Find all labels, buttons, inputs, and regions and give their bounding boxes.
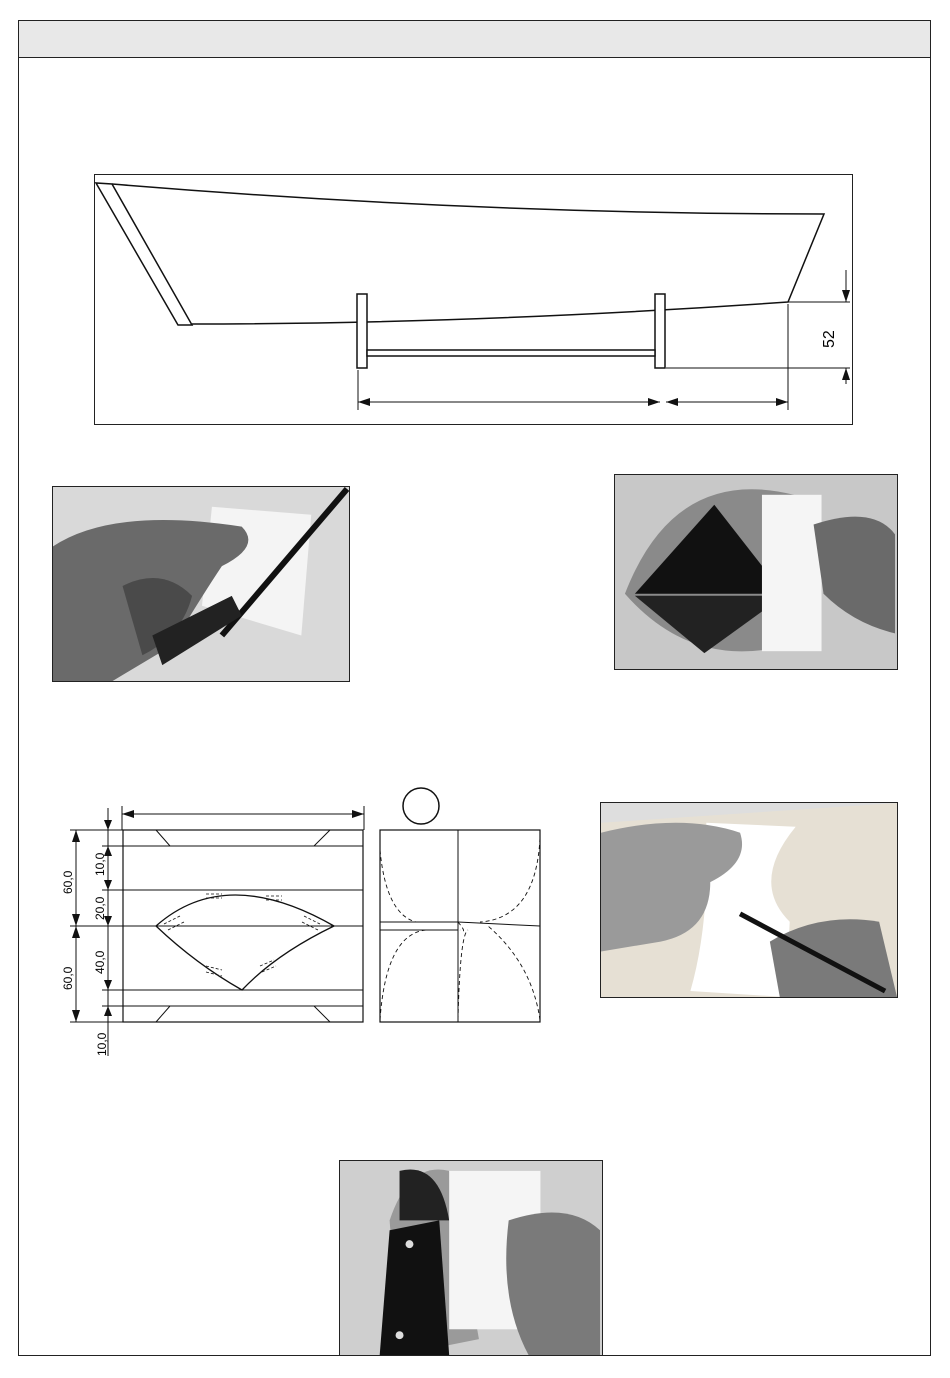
pen-icon: [601, 803, 897, 997]
photo-marking-with-pen: [600, 802, 898, 998]
template-cutting-drawing: [56, 784, 546, 1060]
left-dim-lower: 60,0: [61, 966, 75, 990]
hull-side-profile-drawing: [94, 174, 854, 426]
height-dimension-label: 52: [821, 330, 838, 348]
inner-dim-lower: 40,0: [93, 950, 107, 974]
inner-dim-middle: 20,0: [93, 896, 107, 920]
hull-fitting-icon: [340, 1161, 602, 1355]
inner-dim-top: 10,0: [93, 852, 107, 876]
left-dim-upper: 60,0: [61, 870, 75, 894]
photo-cutting-with-scissors: [52, 486, 350, 682]
header-bar: [18, 20, 931, 58]
template-fitting-icon: [615, 475, 897, 669]
photo-fitting-template: [614, 474, 898, 670]
scissors-icon: [53, 487, 349, 681]
photo-fitting-to-hull: [339, 1160, 603, 1356]
left-dim-bottom: 10,0: [95, 1032, 109, 1056]
